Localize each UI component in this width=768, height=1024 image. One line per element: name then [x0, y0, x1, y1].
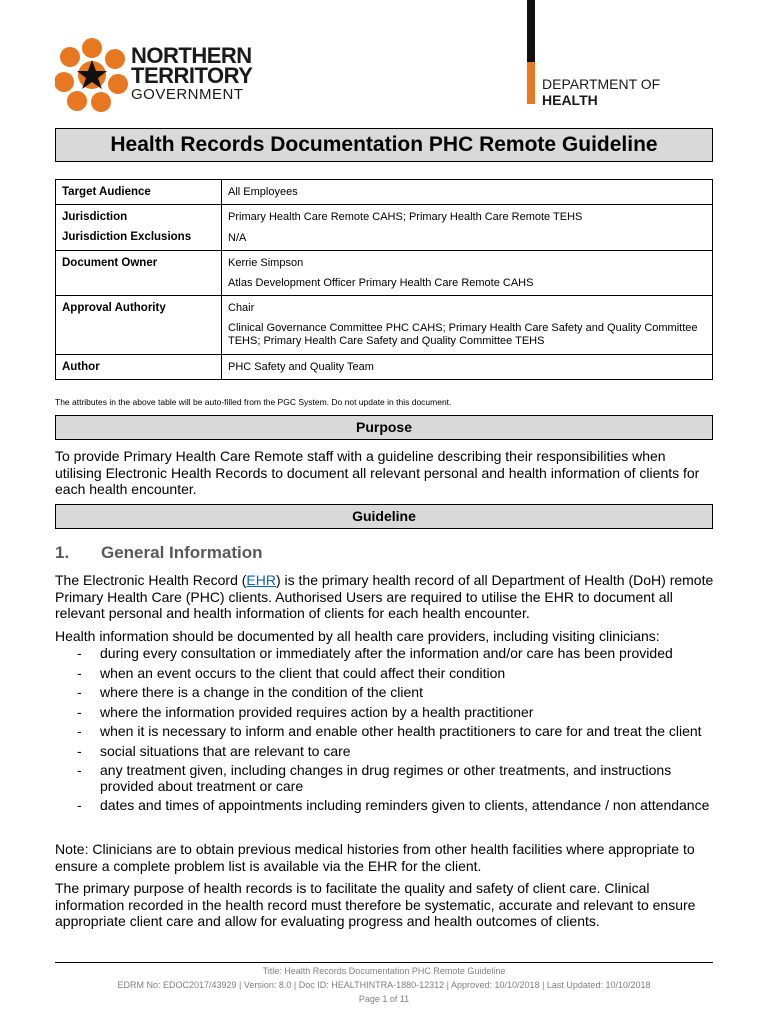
- guideline-heading: Guideline: [55, 504, 713, 529]
- approval-authority-role: Chair: [228, 302, 255, 314]
- list-item: - social situations that are relevant to care: [77, 742, 351, 759]
- document-title: Health Records Documentation PHC Remote Guideline: [55, 128, 713, 162]
- nt-star-icon: [55, 38, 129, 112]
- target-audience-label: Target Audience: [56, 180, 222, 205]
- approval-authority-committees: Clinical Governance Committee PHC CAHS; Primary Health Care Safety and Quality Committee TEHS; Primary Health Care Safety and Quality Committee TEHS: [228, 322, 698, 347]
- jurisdiction-exclusions-label: Jurisdiction Exclusions: [62, 231, 192, 243]
- list-item: - any treatment given, including changes in drug regimes or other treatments, and instructions provided about treatment or care: [77, 762, 672, 794]
- nt-logo-line2: TERRITORY: [131, 63, 253, 88]
- author-value: PHC Safety and Quality Team: [222, 355, 713, 380]
- note-paragraph: Note: Clinicians are to obtain previous medical histories from other health facilities where appropriate to ensure a complete problem list is available via the EHR for the client.: [55, 841, 695, 874]
- documentation-intro: Health information should be documented by all health care providers, including visiting clinicians:: [55, 628, 660, 644]
- purpose-heading: Purpose: [55, 415, 713, 440]
- section-number: 1.: [55, 543, 70, 562]
- jurisdiction-exclusions-value: N/A: [228, 232, 247, 244]
- section-heading: [55, 543, 263, 563]
- ehr-paragraph: The Electronic Health Record (EHR) is the primary health record of all Department of Health (DoH) remote Primary Health Care (PHC) clients. Authorised Users are required to utilise the EHR to document all relevant personal and health information of clients for each health encounter.: [55, 572, 714, 621]
- footer-title: Title: Health Records Documentation PHC Remote Guideline: [262, 966, 506, 976]
- table-row: [56, 296, 713, 355]
- target-audience-value: All Employees: [222, 180, 713, 205]
- document-owner-title: Atlas Development Officer Primary Health Care Remote CAHS: [228, 277, 534, 289]
- list-item: - when an event occurs to the client that could affect their condition: [77, 664, 506, 681]
- list-item: - during every consultation or immediately after the information and/or care has been provided: [77, 645, 673, 661]
- table-row: [56, 205, 713, 251]
- document-owner-name: Kerrie Simpson: [228, 257, 304, 269]
- ehr-link[interactable]: EHR: [246, 572, 276, 588]
- documentation-bullet-list: [55, 646, 715, 818]
- table-row: [56, 355, 713, 380]
- document-owner-label: Document Owner: [56, 251, 222, 296]
- nt-government-logo: [55, 38, 260, 112]
- approval-authority-label: Approval Authority: [56, 296, 222, 355]
- jurisdiction-label: Jurisdiction: [62, 211, 128, 223]
- footer-info: EDRM No: EDOC2017/43929 | Version: 8.0 | Doc ID: HEALTHINTRA-1880-12312 | Approved: 10/10/2018 | Last Updated: 10/10/2018: [117, 980, 651, 990]
- table-note: The attributes in the above table will be auto-filled from the PGC System. Do not update in this document.: [55, 397, 452, 407]
- nt-logo-line1: NORTHERN: [131, 43, 252, 68]
- purpose-of-records-paragraph: The primary purpose of health records is to facilitate the quality and safety of client care. Clinical information recorded in the health record must therefore be systematic, accurate and relevant to ensure appropriate client care and allow for evaluating progress and health outcomes of clients.: [55, 880, 696, 929]
- doh-logo-bar-black: [527, 0, 535, 62]
- doh-logo-line1: DEPARTMENT OF: [542, 76, 661, 92]
- purpose-text: To provide Primary Health Care Remote staff with a guideline describing their responsibilities when utilising Electronic Health Records to document all relevant personal and health information of clients for each health encounter.: [55, 448, 700, 497]
- table-row: [56, 180, 713, 205]
- list-item: - where there is a change in the condition of the client: [77, 684, 423, 700]
- doh-logo-line2: HEALTH: [542, 92, 598, 108]
- nt-logo-line3: GOVERNMENT: [131, 86, 244, 103]
- table-row: [56, 251, 713, 296]
- list-item: - where the information provided requires action by a health practitioner: [77, 703, 534, 720]
- list-item: - when it is necessary to inform and enable other health practitioners to care for and treat the client: [77, 723, 702, 739]
- author-label: Author: [56, 355, 222, 380]
- jurisdiction-value: Primary Health Care Remote CAHS; Primary Health Care Remote TEHS: [228, 211, 583, 223]
- section-title: General Information: [101, 543, 263, 562]
- footer-page-number: Page 1 of 11: [358, 994, 410, 1004]
- doh-logo: [542, 76, 660, 108]
- metadata-table: [55, 179, 713, 380]
- doh-logo-bar-orange: [527, 62, 535, 104]
- footer-divider: [55, 962, 713, 963]
- list-item: - dates and times of appointments including reminders given to clients, attendance / non attendance: [77, 797, 710, 813]
